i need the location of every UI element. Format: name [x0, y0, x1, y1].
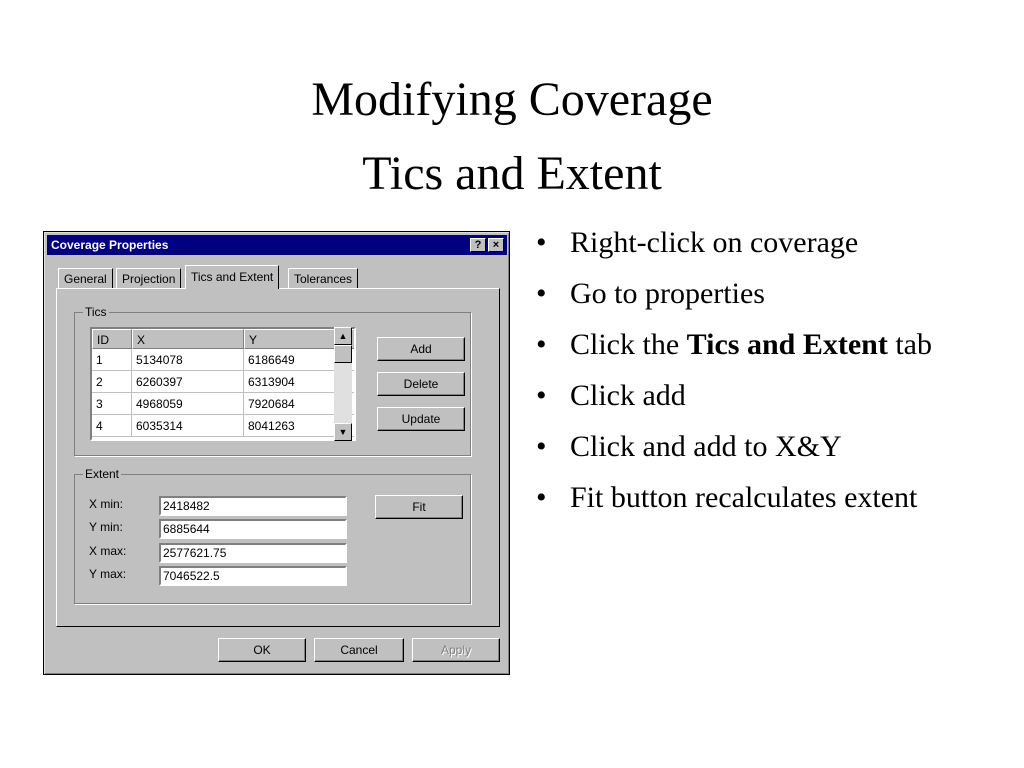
- tics-legend: Tics: [85, 305, 107, 319]
- bullet-item: [530, 481, 1010, 515]
- bullet-text: Click the: [570, 328, 687, 361]
- x-max-label: X max:: [89, 544, 127, 558]
- bullet-bold-text: Tics and Extent: [686, 328, 888, 361]
- bullet-item: [530, 430, 1010, 464]
- y-min-label: Y min:: [89, 520, 123, 534]
- fit-button[interactable]: Fit: [375, 495, 463, 519]
- x-min-label: X min:: [89, 497, 124, 511]
- ok-button[interactable]: OK: [218, 638, 306, 662]
- update-button[interactable]: Update: [377, 407, 465, 431]
- tab-tolerances[interactable]: Tolerances: [288, 268, 358, 288]
- table-cell[interactable]: 7920684: [244, 393, 356, 415]
- column-header-y[interactable]: Y: [244, 329, 356, 349]
- table-cell[interactable]: 4: [92, 415, 132, 437]
- bullet-text: Right-click on coverage: [570, 226, 859, 259]
- dialog-title: Coverage Properties: [51, 238, 169, 252]
- bullet-text: tab: [887, 328, 932, 361]
- tics-scrollbar[interactable]: [334, 327, 352, 441]
- apply-button[interactable]: Apply: [412, 638, 500, 662]
- column-header-id[interactable]: ID: [92, 329, 132, 349]
- y-max-label: Y max:: [89, 567, 127, 581]
- bullet-list: [530, 226, 1010, 532]
- table-cell[interactable]: 3: [92, 393, 132, 415]
- scroll-down-arrow-icon[interactable]: ▼: [334, 423, 352, 441]
- slide-title-line2: Tics and Extent: [362, 147, 662, 200]
- x-min-field[interactable]: 2418482: [159, 496, 347, 516]
- table-cell[interactable]: 1: [92, 349, 132, 371]
- table-cell[interactable]: 6260397: [132, 371, 244, 393]
- delete-button[interactable]: Delete: [377, 372, 465, 396]
- bullet-item: [530, 226, 1010, 260]
- y-min-field[interactable]: 6885644: [159, 519, 347, 539]
- cancel-button[interactable]: Cancel: [314, 638, 404, 662]
- bullet-item: [530, 379, 1010, 413]
- x-max-field[interactable]: 2577621.75: [159, 543, 347, 563]
- tab-general[interactable]: General: [58, 268, 113, 288]
- table-cell[interactable]: 8041263: [244, 415, 356, 437]
- column-header-x[interactable]: X: [132, 329, 244, 349]
- bullet-text: Click and add to X&Y: [570, 430, 842, 463]
- bullet-item: [530, 277, 1010, 311]
- table-cell[interactable]: 6035314: [132, 415, 244, 437]
- add-button[interactable]: Add: [377, 337, 465, 361]
- table-cell[interactable]: 6186649: [244, 349, 356, 371]
- slide-title-line1: Modifying Coverage: [311, 73, 713, 126]
- dialog-titlebar[interactable]: [47, 235, 507, 255]
- bullet-text: Go to properties: [570, 277, 765, 310]
- close-icon[interactable]: ×: [488, 238, 504, 252]
- tab-projection[interactable]: Projection: [116, 268, 181, 288]
- tics-table[interactable]: [90, 327, 356, 441]
- table-cell[interactable]: 4968059: [132, 393, 244, 415]
- scroll-thumb[interactable]: [334, 345, 352, 363]
- bullet-item: [530, 328, 1010, 362]
- bullet-text: Fit button recalculates extent: [570, 481, 918, 514]
- bullet-text: Click add: [570, 379, 686, 412]
- scroll-up-arrow-icon[interactable]: ▲: [334, 327, 352, 345]
- tab-tics-and-extent[interactable]: Tics and Extent: [185, 265, 279, 289]
- table-cell[interactable]: 5134078: [132, 349, 244, 371]
- coverage-properties-dialog: [43, 231, 510, 675]
- extent-legend: Extent: [85, 467, 120, 481]
- help-icon[interactable]: ?: [470, 238, 486, 252]
- y-max-field[interactable]: 7046522.5: [159, 566, 347, 586]
- table-cell[interactable]: 2: [92, 371, 132, 393]
- table-cell[interactable]: 6313904: [244, 371, 356, 393]
